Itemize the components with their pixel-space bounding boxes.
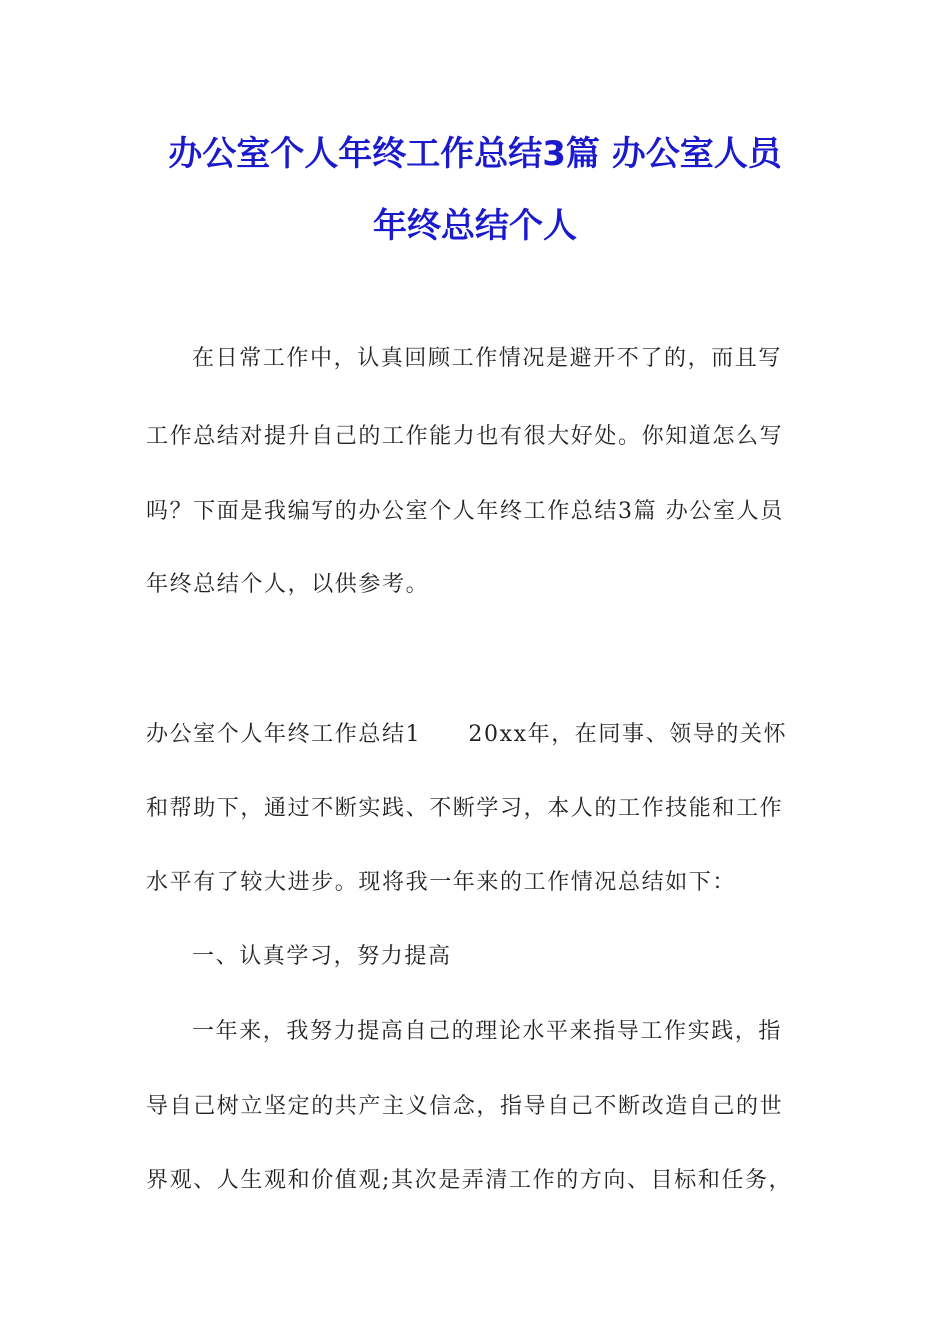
paragraph-line: 界观、人生观和价值观;其次是弄清工作的方向、目标和任务， bbox=[146, 1168, 793, 1193]
section-heading: 一、认真学习，努力提高 bbox=[192, 944, 452, 969]
intro-line: 年终总结个人，以供参考。 bbox=[146, 572, 430, 597]
document-title-line-1: 办公室个人年终工作总结3篇 办公室人员 bbox=[168, 134, 782, 174]
paragraph-line: 导自己树立坚定的共产主义信念，指导自己不断改造自己的世 bbox=[146, 1094, 784, 1119]
intro-line: 吗？下面是我编写的办公室个人年终工作总结3篇 办公室人员 bbox=[146, 499, 784, 524]
section-line: 办公室个人年终工作总结1 20xx年，在同事、领导的关怀 bbox=[146, 722, 788, 747]
paragraph-line: 一年来，我努力提高自己的理论水平来指导工作实践，指 bbox=[192, 1019, 783, 1044]
section-line: 水平有了较大进步。现将我一年来的工作情况总结如下： bbox=[146, 870, 737, 895]
intro-line: 在日常工作中，认真回顾工作情况是避开不了的，而且写 bbox=[192, 346, 783, 371]
intro-line: 工作总结对提升自己的工作能力也有很大好处。你知道怎么写 bbox=[146, 424, 784, 449]
section-line: 和帮助下，通过不断实践、不断学习，本人的工作技能和工作 bbox=[146, 796, 784, 821]
document-title-line-2: 年终总结个人 bbox=[373, 206, 577, 246]
